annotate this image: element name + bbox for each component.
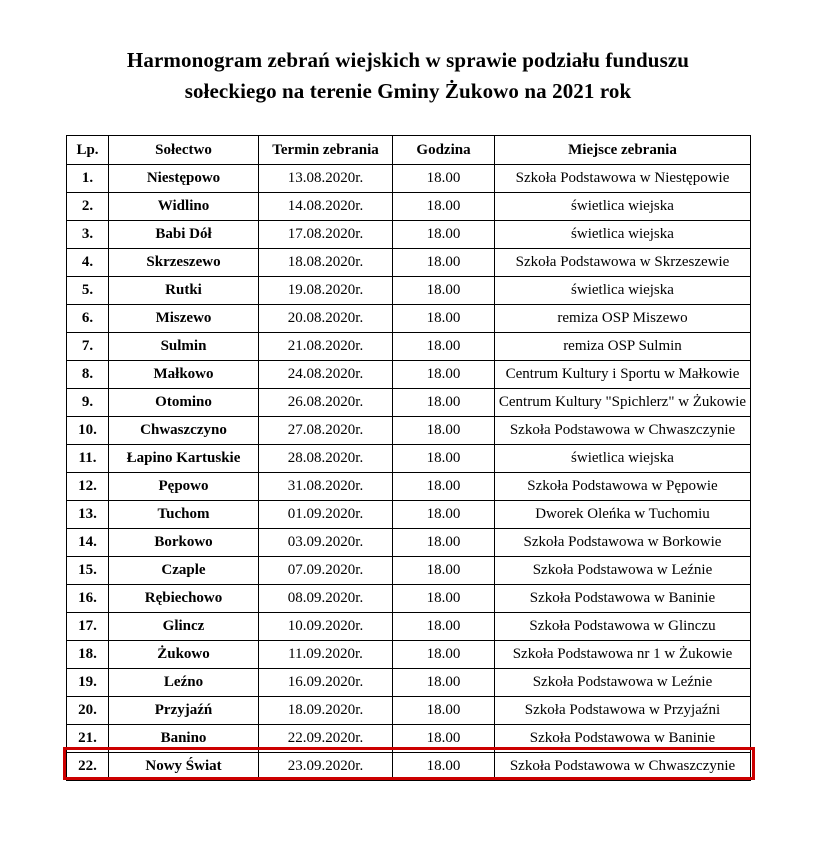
cell-godzina: 18.00 [393,361,495,389]
cell-lp: 13. [67,501,109,529]
cell-miejsce: Szkoła Podstawowa w Baninie [495,725,751,753]
column-header-lp: Lp. [67,136,109,165]
page-title-line-1: Harmonogram zebrań wiejskich w sprawie podziału funduszu [126,48,690,72]
cell-termin: 16.09.2020r. [259,669,393,697]
cell-godzina: 18.00 [393,165,495,193]
cell-solectwo: Nowy Świat [109,753,259,781]
cell-miejsce: Szkoła Podstawowa w Baninie [495,585,751,613]
cell-solectwo: Widlino [109,193,259,221]
column-header-miejsce: Miejsce zebrania [495,136,751,165]
schedule-table-wrapper [66,135,750,781]
cell-termin: 26.08.2020r. [259,389,393,417]
cell-miejsce: remiza OSP Sulmin [495,333,751,361]
cell-miejsce: remiza OSP Miszewo [495,305,751,333]
cell-lp: 1. [67,165,109,193]
table-header [67,136,751,165]
cell-termin: 10.09.2020r. [259,613,393,641]
cell-solectwo: Glincz [109,613,259,641]
cell-solectwo: Łapino Kartuskie [109,445,259,473]
cell-lp: 5. [67,277,109,305]
cell-lp: 8. [67,361,109,389]
cell-miejsce: Szkoła Podstawowa w Glinczu [495,613,751,641]
table-row [67,389,751,417]
cell-termin: 07.09.2020r. [259,557,393,585]
cell-lp: 20. [67,697,109,725]
cell-lp: 2. [67,193,109,221]
cell-termin: 17.08.2020r. [259,221,393,249]
cell-miejsce: Szkoła Podstawowa w Skrzeszewie [495,249,751,277]
cell-lp: 7. [67,333,109,361]
table-row [67,165,751,193]
cell-termin: 08.09.2020r. [259,585,393,613]
cell-termin: 18.09.2020r. [259,697,393,725]
cell-godzina: 18.00 [393,333,495,361]
cell-godzina: 18.00 [393,529,495,557]
table-row [67,277,751,305]
table-row [67,221,751,249]
cell-godzina: 18.00 [393,277,495,305]
cell-solectwo: Babi Dół [109,221,259,249]
table-body [67,165,751,781]
schedule-table [66,135,751,781]
cell-lp: 17. [67,613,109,641]
cell-lp: 6. [67,305,109,333]
cell-solectwo: Rębiechowo [109,585,259,613]
cell-lp: 22. [67,753,109,781]
cell-godzina: 18.00 [393,725,495,753]
table-row [67,305,751,333]
cell-miejsce: świetlica wiejska [495,445,751,473]
cell-godzina: 18.00 [393,193,495,221]
cell-miejsce: świetlica wiejska [495,277,751,305]
cell-termin: 11.09.2020r. [259,641,393,669]
cell-godzina: 18.00 [393,417,495,445]
table-row [67,641,751,669]
cell-godzina: 18.00 [393,613,495,641]
table-row [67,249,751,277]
cell-solectwo: Pępowo [109,473,259,501]
cell-solectwo: Borkowo [109,529,259,557]
cell-miejsce: Szkoła Podstawowa w Pępowie [495,473,751,501]
cell-solectwo: Rutki [109,277,259,305]
cell-termin: 21.08.2020r. [259,333,393,361]
page-title [63,45,753,107]
cell-termin: 13.08.2020r. [259,165,393,193]
table-row [67,445,751,473]
cell-miejsce: świetlica wiejska [495,193,751,221]
column-header-termin: Termin zebrania [259,136,393,165]
cell-godzina: 18.00 [393,697,495,725]
table-row [67,529,751,557]
table-row [67,697,751,725]
table-row [67,753,751,781]
cell-miejsce: Dworek Oleńka w Tuchomiu [495,501,751,529]
cell-godzina: 18.00 [393,585,495,613]
cell-miejsce: Szkoła Podstawowa w Niestępowie [495,165,751,193]
table-row [67,557,751,585]
table-row [67,333,751,361]
table-row [67,613,751,641]
cell-solectwo: Otomino [109,389,259,417]
cell-miejsce: Szkoła Podstawowa w Borkowie [495,529,751,557]
cell-solectwo: Leźno [109,669,259,697]
cell-godzina: 18.00 [393,669,495,697]
cell-solectwo: Czaple [109,557,259,585]
cell-termin: 27.08.2020r. [259,417,393,445]
cell-lp: 10. [67,417,109,445]
column-header-godzina: Godzina [393,136,495,165]
cell-solectwo: Skrzeszewo [109,249,259,277]
cell-lp: 12. [67,473,109,501]
cell-lp: 3. [67,221,109,249]
table-row [67,501,751,529]
cell-godzina: 18.00 [393,473,495,501]
cell-lp: 15. [67,557,109,585]
cell-solectwo: Banino [109,725,259,753]
cell-lp: 16. [67,585,109,613]
cell-lp: 14. [67,529,109,557]
cell-godzina: 18.00 [393,641,495,669]
cell-godzina: 18.00 [393,249,495,277]
cell-miejsce: świetlica wiejska [495,221,751,249]
cell-miejsce: Szkoła Podstawowa w Chwaszczynie [495,753,751,781]
cell-godzina: 18.00 [393,221,495,249]
cell-termin: 01.09.2020r. [259,501,393,529]
table-header-row [67,136,751,165]
cell-solectwo: Przyjaźń [109,697,259,725]
cell-termin: 19.08.2020r. [259,277,393,305]
table-row [67,669,751,697]
cell-solectwo: Chwaszczyno [109,417,259,445]
table-row [67,585,751,613]
table-row [67,725,751,753]
cell-termin: 20.08.2020r. [259,305,393,333]
cell-lp: 4. [67,249,109,277]
cell-termin: 23.09.2020r. [259,753,393,781]
column-header-solectwo: Sołectwo [109,136,259,165]
cell-lp: 9. [67,389,109,417]
table-row [67,193,751,221]
cell-termin: 22.09.2020r. [259,725,393,753]
cell-solectwo: Tuchom [109,501,259,529]
cell-miejsce: Szkoła Podstawowa w Leźnie [495,557,751,585]
cell-solectwo: Miszewo [109,305,259,333]
cell-termin: 03.09.2020r. [259,529,393,557]
cell-miejsce: Szkoła Podstawowa w Przyjaźni [495,697,751,725]
cell-termin: 14.08.2020r. [259,193,393,221]
cell-solectwo: Żukowo [109,641,259,669]
cell-lp: 11. [67,445,109,473]
cell-miejsce: Szkoła Podstawowa w Chwaszczynie [495,417,751,445]
table-row [67,473,751,501]
table-row [67,417,751,445]
table-row [67,361,751,389]
cell-solectwo: Małkowo [109,361,259,389]
page-title-line-2: sołeckiego na terenie Gminy Żukowo na 2021 rok [184,79,632,103]
cell-termin: 31.08.2020r. [259,473,393,501]
cell-godzina: 18.00 [393,445,495,473]
cell-termin: 28.08.2020r. [259,445,393,473]
cell-solectwo: Niestępowo [109,165,259,193]
cell-termin: 18.08.2020r. [259,249,393,277]
cell-godzina: 18.00 [393,389,495,417]
cell-lp: 21. [67,725,109,753]
cell-miejsce: Szkoła Podstawowa w Leźnie [495,669,751,697]
cell-godzina: 18.00 [393,305,495,333]
cell-miejsce: Centrum Kultury i Sportu w Małkowie [495,361,751,389]
cell-solectwo: Sulmin [109,333,259,361]
cell-godzina: 18.00 [393,501,495,529]
cell-miejsce: Szkoła Podstawowa nr 1 w Żukowie [495,641,751,669]
cell-lp: 19. [67,669,109,697]
cell-termin: 24.08.2020r. [259,361,393,389]
cell-godzina: 18.00 [393,557,495,585]
cell-miejsce: Centrum Kultury "Spichlerz" w Żukowie [495,389,751,417]
cell-lp: 18. [67,641,109,669]
document-page [0,45,816,845]
cell-godzina: 18.00 [393,753,495,781]
